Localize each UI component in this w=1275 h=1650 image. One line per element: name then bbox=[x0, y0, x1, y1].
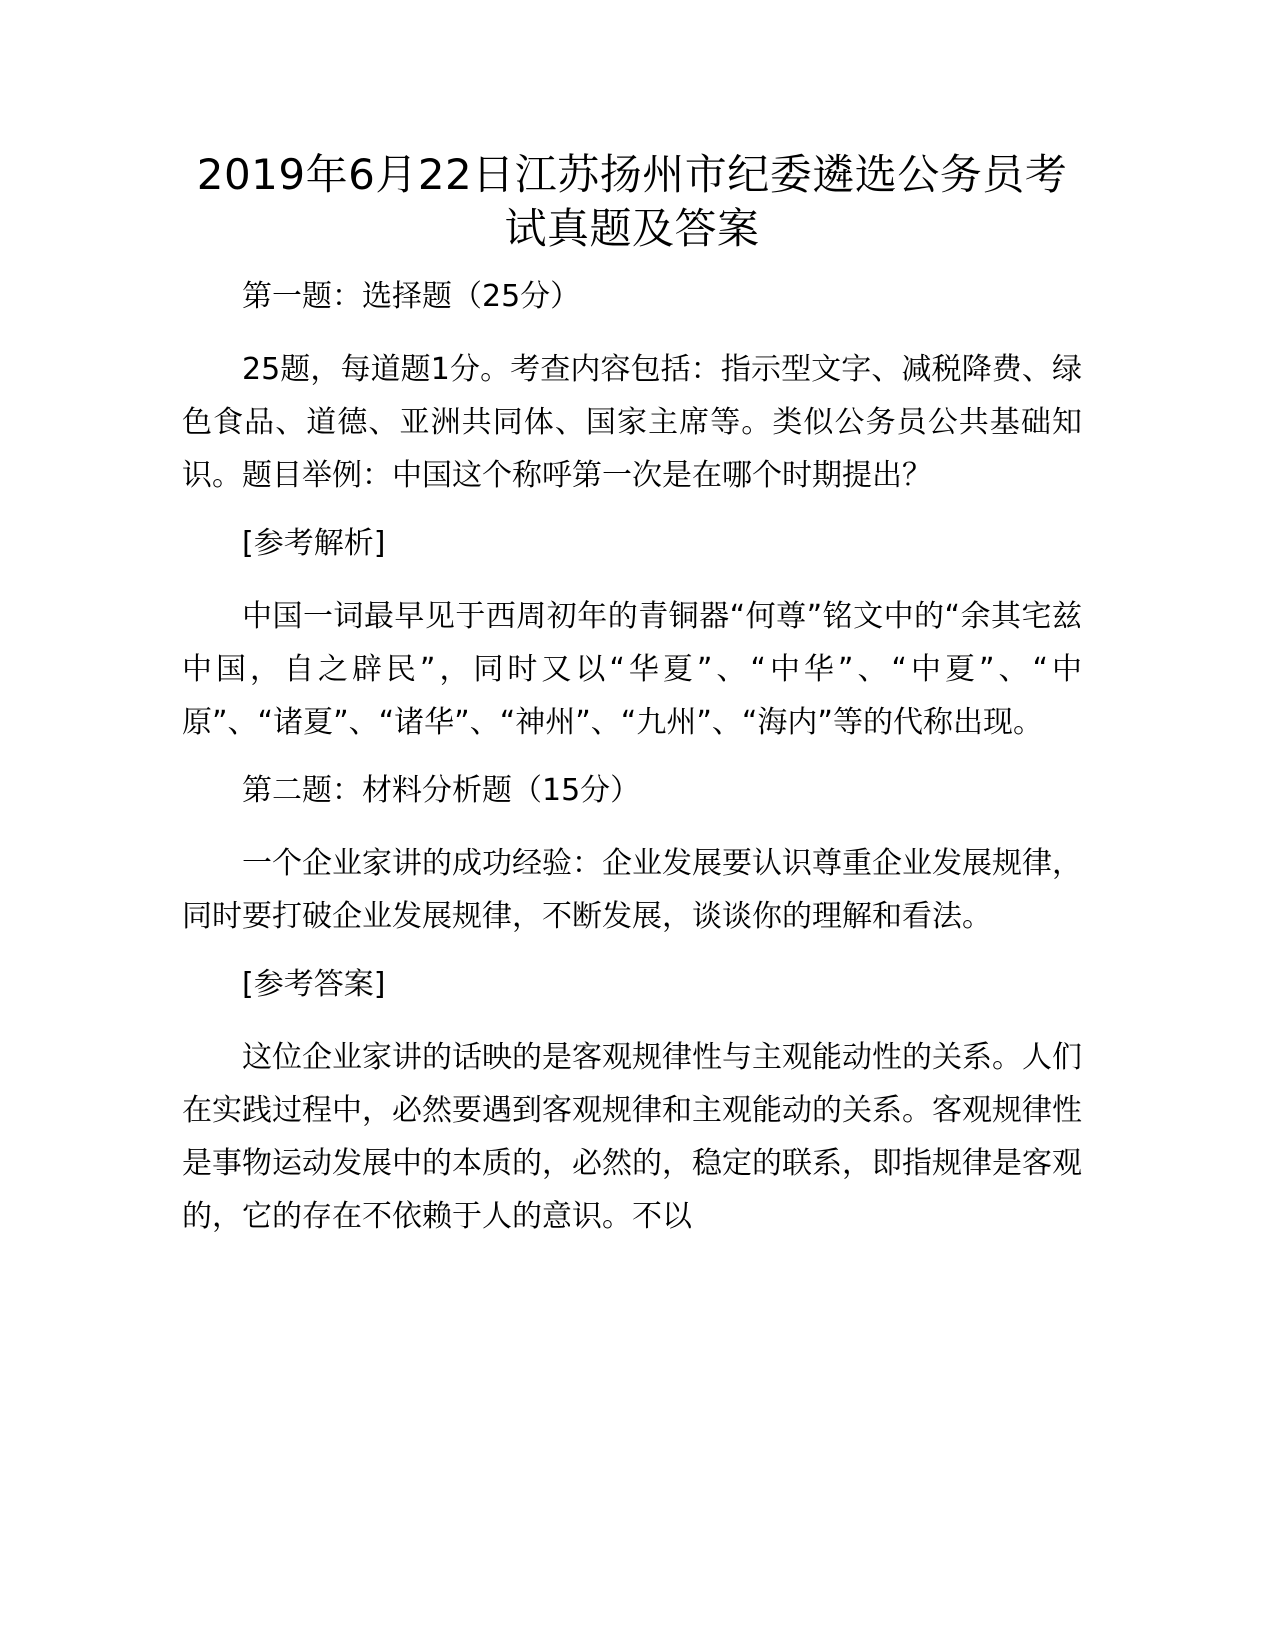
document-title: 2019年6月22日江苏扬州市纪委遴选公务员考试真题及答案 bbox=[196, 150, 1068, 253]
document-body bbox=[182, 148, 1082, 1258]
section-heading-question-1: 第一题：选择题（25分） bbox=[242, 279, 581, 314]
reference-analysis-heading: [参考解析] bbox=[242, 526, 386, 561]
question-1-description: 25题，每道题1分。考查内容包括：指示型文字、减税降费、绿色食品、道德、亚洲共同体、国家主席等。类似公务员公共基础知识。题目举例：中国这个称呼第一次是在哪个时期提出？ bbox=[182, 352, 1082, 493]
reference-analysis-text: 中国一词最早见于西周初年的青铜器“何尊”铭文中的“余其宅兹中国，自之辟民”，同时又以“华夏”、“中华”、“中夏”、“中原”、“诸夏”、“诸华”、“神州”、“九州”、“海内”等的代称出现。 bbox=[182, 599, 1082, 740]
question-2-description: 一个企业家讲的成功经验：企业发展要认识尊重企业发展规律，同时要打破企业发展规律，不断发展，谈谈你的理解和看法。 bbox=[182, 846, 1082, 934]
section-heading-question-2: 第二题：材料分析题（15分） bbox=[242, 773, 641, 808]
reference-answer-text: 这位企业家讲的话映的是客观规律性与主观能动性的关系。人们在实践过程中，必然要遇到客观规律和主观能动的关系。客观规律性是事物运动发展中的本质的，必然的，稳定的联系，即指规律是客观的，它的存在不依赖于人的意识。不以 bbox=[182, 1040, 1082, 1234]
reference-answer-heading: [参考答案] bbox=[242, 967, 386, 1002]
